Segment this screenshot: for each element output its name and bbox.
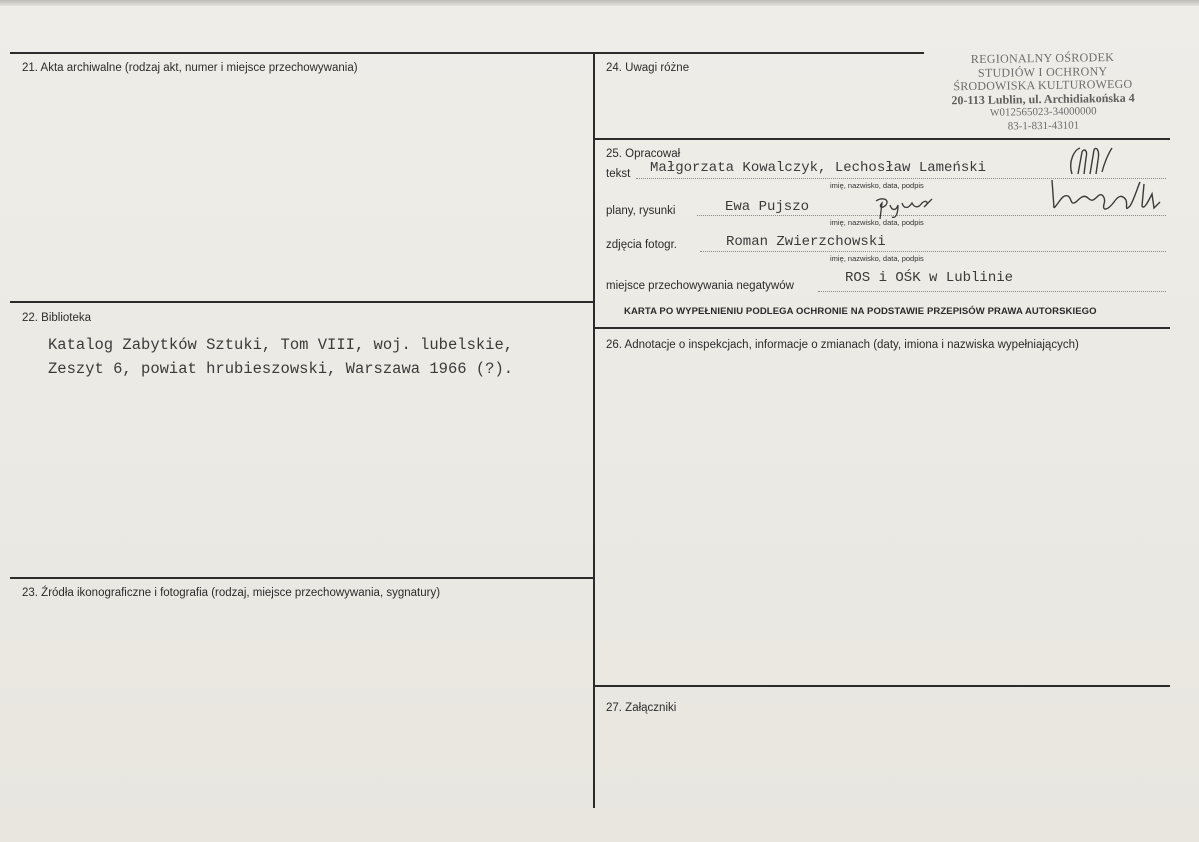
stamp-line-4: 20-113 Lublin, ul. Archidiakońska 4 bbox=[951, 90, 1135, 107]
rule-24-25 bbox=[594, 138, 1170, 140]
zdjecia-value: Roman Zwierzchowski bbox=[726, 234, 886, 250]
signature-lamenski bbox=[1048, 172, 1166, 220]
section-22-title: 22. Biblioteka bbox=[22, 312, 92, 324]
rule-26-27 bbox=[594, 685, 1170, 687]
plany-value: Ewa Pujszo bbox=[725, 199, 810, 215]
section-25-title: 25. Opracował bbox=[606, 148, 681, 160]
section-21-title: 21. Akta archiwalne (rodzaj akt, numer i miejsce przechowywania) bbox=[22, 62, 358, 74]
top-edge-shadow bbox=[0, 0, 1199, 6]
stamp-prefix: W bbox=[989, 107, 1000, 119]
stamp-line-6: 83-1-831-43101 bbox=[1007, 118, 1080, 132]
zdjecia-label: zdjęcia fotogr. bbox=[606, 239, 677, 251]
section-23-title: 23. Źródła ikonograficzne i fotografia (rodzaj, miejsce przechowywania, sygnatury) bbox=[22, 587, 441, 599]
signature-pujszo bbox=[872, 193, 936, 221]
stamp-line-2: STUDIÓW I OCHRONY bbox=[977, 63, 1108, 80]
tekst-caption: imię, nazwisko, data, podpis bbox=[830, 181, 924, 190]
miejsce-value: ROS i OŚK w Lublinie bbox=[845, 270, 1014, 286]
miejsce-label: miejsce przechowywania negatywów bbox=[606, 280, 794, 292]
zdjecia-caption: imię, nazwisko, data, podpis bbox=[830, 254, 924, 263]
tekst-label: tekst bbox=[606, 168, 631, 180]
zdjecia-dotted-line bbox=[700, 251, 1166, 252]
stamp-line-3: ŚRODOWISKA KULTUROWEGO bbox=[953, 76, 1133, 94]
top-rule-right bbox=[594, 52, 924, 54]
tekst-value: Małgorzata Kowalczyk, Lechosław Lameński bbox=[650, 160, 987, 176]
section-26-title: 26. Adnotacje o inspekcjach, informacje o zmianach (daty, imiona i nazwiska wypełniających) bbox=[606, 339, 1079, 351]
top-rule-left bbox=[10, 52, 594, 54]
miejsce-dotted-line bbox=[818, 291, 1166, 292]
plany-label: plany, rysunki bbox=[606, 205, 676, 217]
stamp-line-1: REGIONALNY OŚRODEK bbox=[970, 50, 1115, 67]
stamp-account: 012565023-34000000 bbox=[999, 105, 1097, 119]
section-24-title: 24. Uwagi różne bbox=[606, 62, 690, 74]
plany-caption: imię, nazwisko, data, podpis bbox=[830, 218, 924, 227]
section-22-text-line1: Katalog Zabytków Sztuki, Tom VIII, woj. lubelskie, bbox=[48, 336, 514, 354]
rule-25-26 bbox=[594, 327, 1170, 329]
rule-22-23 bbox=[10, 577, 594, 579]
rule-21-22 bbox=[10, 301, 594, 303]
copyright-notice: KARTA PO WYPEŁNIENIU PODLEGA OCHRONIE NA PODSTAWIE PRZEPISÓW PRAWA AUTORSKIEGO bbox=[624, 306, 1097, 317]
section-22-text-line2: Zeszyt 6, powiat hrubieszowski, Warszawa 1966 (?). bbox=[48, 360, 514, 378]
section-27-title: 27. Załączniki bbox=[606, 702, 677, 714]
center-divider bbox=[593, 52, 595, 808]
institution-stamp bbox=[927, 50, 1158, 134]
